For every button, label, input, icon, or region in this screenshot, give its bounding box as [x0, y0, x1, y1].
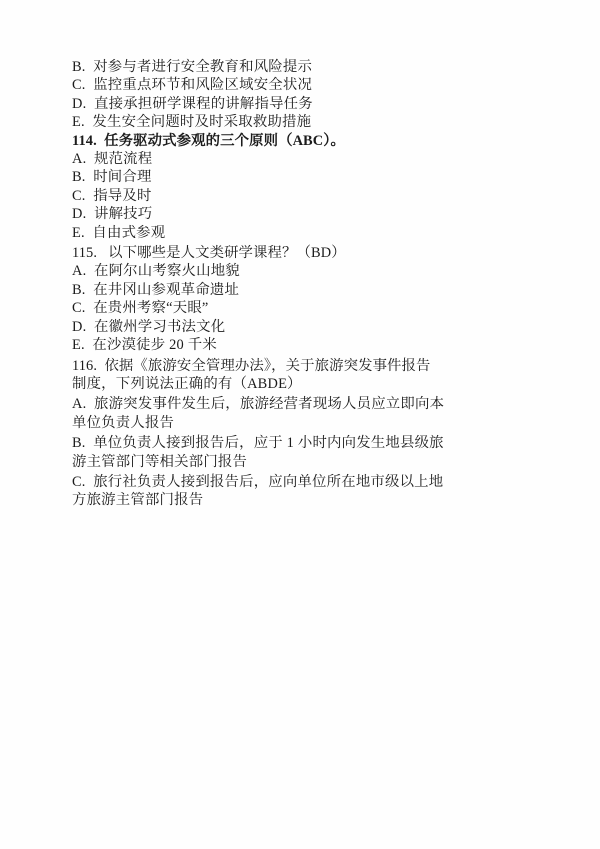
option-line: C. 监控重点环节和风险区域安全状况 [72, 77, 313, 94]
option-line: C. 在贵州考察“天眼” [72, 300, 209, 317]
option-line: B. 对参与者进行安全教育和风险提示 [72, 59, 313, 75]
option-line: B. 时间合理 [72, 169, 152, 186]
option-line: D. 直接承担研学课程的讲解指导任务 [72, 95, 313, 112]
option-continuation: 方旅游主管部门报告 [72, 492, 204, 509]
option-line: C. 旅行社负责人接到报告后，应向单位所在地市级以上地 [72, 473, 444, 490]
option-line: E. 自由式参观 [72, 224, 166, 241]
option-line: A. 旅游突发事件发生后，旅游经营者现场人员应立即向本 [72, 396, 445, 413]
option-line: D. 讲解技巧 [72, 206, 153, 223]
option-continuation: 单位负责人报告 [72, 414, 175, 431]
option-continuation: 游主管部门等相关部门报告 [72, 453, 248, 470]
document-body [72, 60, 542, 508]
option-line: B. 在井冈山参观革命遗址 [72, 281, 240, 298]
option-line: D. 在徽州学习书法文化 [72, 318, 226, 335]
option-line: A. 规范流程 [72, 151, 153, 168]
question-heading-114: 114. 任务驱动式参观的三个原则（ABC）。 [72, 132, 346, 149]
option-line: E. 发生安全问题时及时采取救助措施 [72, 114, 312, 131]
option-line: A. 在阿尔山考察火山地貌 [72, 263, 240, 280]
question-heading-115: 115. 以下哪些是人文类研学课程？（BD） [72, 245, 346, 262]
option-line: E. 在沙漠徒步 20 千米 [72, 337, 217, 354]
question-heading-116: 116. 依据《旅游安全管理办法》，关于旅游突发事件报告 [72, 357, 431, 374]
option-line: B. 单位负责人接到报告后，应于 1 小时内向发生地县级旅 [72, 435, 444, 452]
question-continuation: 制度，下列说法正确的有（ABDE） [72, 375, 302, 392]
option-line: C. 指导及时 [72, 187, 152, 204]
